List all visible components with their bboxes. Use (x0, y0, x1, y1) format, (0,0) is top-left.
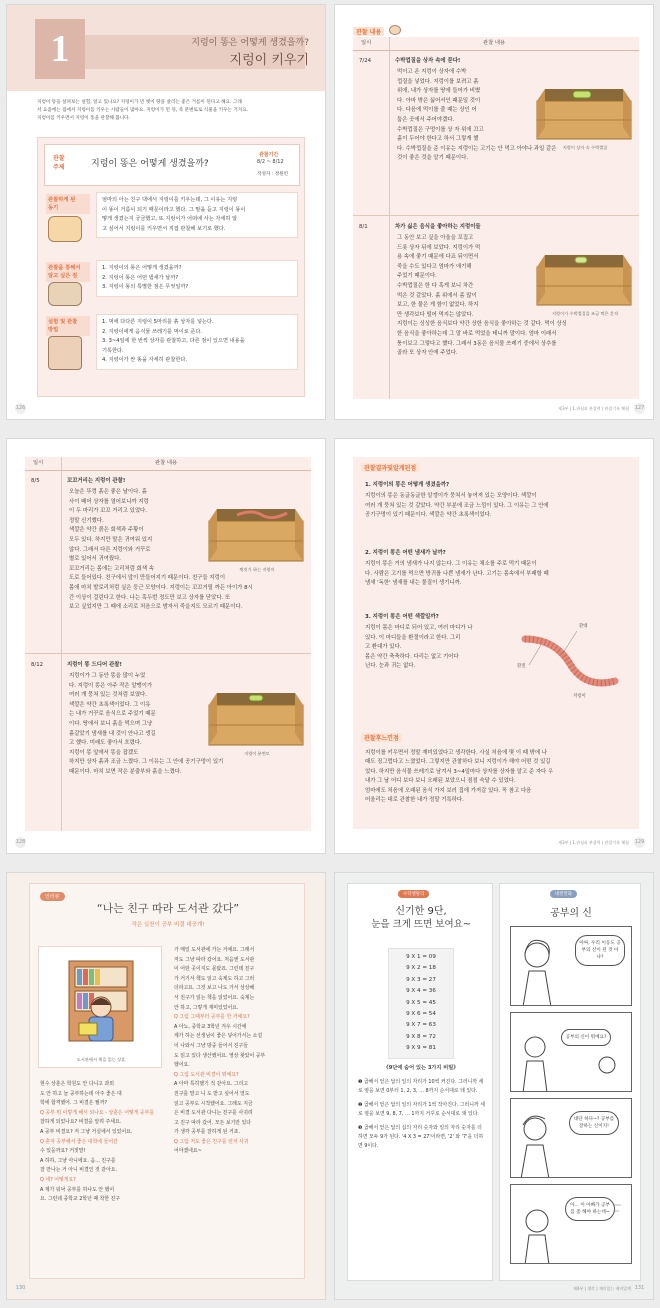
entry-line: 별로 있어서 귀여웠다. (69, 556, 122, 563)
col-date: 일시 (33, 460, 44, 466)
kid-face-icon (389, 25, 401, 35)
row-line: 4. 지렁이가 싼 똥을 자세히 관찰한다. (102, 357, 187, 364)
row-line: 기록한다. (102, 347, 124, 354)
section-title: 관찰 내용 (353, 27, 384, 36)
after-line: 어울리는 대로 관찰한 내가 정말 기특하다. (365, 797, 464, 804)
comic-panel (510, 1012, 632, 1092)
question-line: Q 그럼 도서관 비결이 뭐예요? (174, 1071, 239, 1078)
entry-line: 용 속에 좋기 때문에 다죠 뒤이면서 (397, 254, 479, 261)
nine-times-table (388, 948, 454, 1059)
answer-line: A 하하, 그냥 아니에요. 음... 친구를 (40, 1157, 116, 1164)
image-caption: 지렁이 분변토 (244, 751, 270, 756)
table-header (353, 37, 639, 51)
entry-date: 8/12 (31, 662, 44, 668)
entry-line: 다. 지렁이 똥은 아주 작은 알맹이가 (69, 682, 153, 689)
intro-line: 서 요즘에는 집에서 지렁이를 키우는 사람들이 많아요. 지렁이가 먼 뒤, 즉 분변토로 식물을 키우는 거지요. (37, 108, 249, 113)
entry-line: 드롯 상자 뒤에 보았다. 지렁이가 먹 (397, 244, 481, 251)
entry-line: 때문이다. 마치 보면 작은 분출부와 흙을 느꼈다. (69, 769, 182, 775)
interview-line: 은 비결 도서관 다니는 친구를 사귀려 (174, 1110, 253, 1117)
answer-line: 냄새 '독한' 냄새를 내는 물질이 생기니까. (365, 580, 462, 587)
math-box (347, 883, 493, 1281)
entry-line: 다. 다음에 먹이를 줄 때는 상인 어 (397, 107, 477, 114)
entry-line: 골라 또 상자 안에 주었다. (397, 350, 458, 357)
interview-line: 가 생각 공부를 잘하게 된 거죠. (174, 1129, 241, 1136)
entry-line: 둡은 곳에서 주어야겠다. (397, 117, 455, 123)
comic-panel (510, 926, 632, 1006)
observation-table (353, 37, 639, 399)
footer: 제3부 | 1.관심과 관찰력 | 관찰기록 체험 (558, 406, 629, 411)
answer-line: 있다. 이 마디들을 환절이라고 한다. 그리 (365, 634, 461, 641)
interview-tag: 인터뷰 (40, 892, 65, 901)
image-caption: 지렁이 상자 속 수박껍질 (562, 145, 608, 150)
page-number: 126 (15, 403, 26, 414)
entry-line: 고 했다. 미래도 좋아서 흐렸다. (69, 740, 142, 747)
times-table-row: 9 X 3 = 27 (406, 976, 436, 983)
interview-line: 더라고요. 그것 보고 나도 가서 상상해 (174, 985, 255, 992)
comic-title: 공부의 신 (550, 908, 592, 919)
qa-item (365, 613, 631, 699)
author: 작성자 : 정원빈 (257, 172, 289, 177)
page-number: 128 (15, 837, 26, 848)
question-line: Q 그럼 그때부터 공부를 한 거예요? (174, 1014, 250, 1021)
interview-line: 이 나와서 그냥 방중 들어서 친구들 (174, 1042, 248, 1049)
observation-topic (44, 144, 300, 186)
image-caption: 지렁이가 수박껍질을 조금 먹은 흔적 (551, 311, 618, 316)
comic-box (499, 883, 641, 1281)
entry-line: 다. 아마 밖은 싫어서인 때문일 것이 (397, 97, 481, 104)
diagram-label-left: 환절 (517, 664, 526, 669)
entry-line: 않다. 그래서 다른 지렁이와 거꾸로 (69, 546, 151, 553)
interview-right-column (174, 946, 300, 1157)
secret-item: ❶ 곱해서 얻은 답의 일의 자리가 10씩 커진다. 그러니까 세로 옆을 보면 0부터 1, 2, 3, … 8까지 순서대로 돼 있다. (358, 1079, 484, 1095)
entry-title: 꼬꼬거리는 지렁이 관찰! (67, 478, 126, 484)
qa-item (365, 549, 631, 589)
entry-line: 사이 떼어 상자를 열어보니까 지렁 (69, 498, 149, 505)
page-130 (6, 872, 326, 1300)
entry-line: 는 내가 거꾸로 음식으로 주었기 때문 (69, 711, 156, 718)
math-tag: 수학멘탈리 (398, 890, 429, 898)
entry-line: 모두 있다. 하지만 말은 귀여워 있지 (69, 537, 153, 543)
interview-line: 잘하게 되었나요? 비결을 알려 주세요. (40, 1119, 122, 1126)
row-line: 이 똥이 거름이 되기 때문이라고 했다. 그 말을 듣고 지렁이 똥이 (102, 206, 246, 213)
chapter-number-box (35, 19, 85, 79)
page-127 (334, 4, 654, 420)
row-content (96, 314, 298, 370)
entry-line: 위에, 내가 상자를 땅에 들어가 비볐 (397, 88, 481, 95)
interview-line: 도 읽고 있다 생산했어요. 영상 찾았어 공부 (174, 1052, 266, 1059)
question-line: Q 네? 어떻게요? (40, 1176, 76, 1183)
times-table-row: 9 X 2 = 18 (406, 965, 436, 972)
child-reading-icon (48, 282, 82, 306)
chapter-header (7, 5, 326, 91)
page-number: 127 (634, 403, 645, 414)
qa-item (365, 481, 631, 521)
times-table-row: 9 X 6 = 54 (406, 1011, 436, 1018)
entry-line: 지렁이 똥 앞에서 똥을 잡겠도 (69, 749, 139, 756)
interview-line: 현수 상훈은 학원도 안 다니고 과외 (40, 1081, 114, 1087)
question: 2. 지렁이 똥은 어떤 냄새가 날까? (365, 550, 446, 556)
entry-date: 7/24 (359, 58, 372, 64)
entry-line: 주었기 때문이다. (397, 273, 437, 280)
col-content: 관찰 내용 (155, 460, 178, 466)
entry-line: 수박껍질은 구멍이를 상 자 위에 끄고 (397, 126, 484, 133)
interview-line: 이 어떤 곳이지도 몰랐죠. 그런데 친구 (174, 966, 255, 973)
answer-line: A 제가 워낙 공부를 하나도 안 했어 (40, 1186, 115, 1193)
answer-line: 고 환대가 있다. (365, 644, 402, 651)
row-content (96, 192, 298, 238)
speech-bubble: 공부의 신이 뭐예요? (561, 1029, 611, 1046)
diagram-label-top: 환대 (579, 624, 588, 629)
interview-line: 고 친구 따라 갔어. 모든 보기만 있다 (174, 1119, 252, 1126)
answer-line: 몸은 약간 축축하다. 다리는 없고 기어다 (365, 653, 459, 660)
entry-line: 간 이상이 걸린다고 한다. 나는 혹두번 정도만 보고 상자를 닫았다. 또 (69, 594, 231, 601)
interview-box (29, 883, 305, 1279)
answer-line: 지렁이 몸은 마디로 되어 있고, 여러 마디가 나 (365, 625, 473, 632)
chapter-number: 1 (50, 28, 70, 70)
entry-line: 보고 싶었지만 그 때에 소리로 처음으로 밤자서 죽을지도 모르기 때문이다. (69, 604, 243, 611)
row-label: 관찰을 통해서 알고 싶은 점 (46, 262, 90, 282)
entry-line: 먹이고 온 지렁이 상자에 수박 (397, 69, 467, 75)
entry-line: 도로 들어있다. 친구에서 앞이 만들어지기 때문이다. 친구들 지렁이 (69, 575, 226, 582)
interview-line: 가 매일 도서관에 가는 거예요. 그래서 (174, 947, 255, 953)
page-129 (334, 438, 654, 854)
child-figure-icon (511, 1013, 632, 1092)
image-caption: 도서관에서 책을 읽는 상훈 (76, 1057, 126, 1062)
after-line: 었다. 하지만 음식물 쓰레기로 남겨서 3~4일마다 상자를 상자를 알고 준 자다 우 (365, 768, 554, 775)
page-number: 130 (15, 1283, 26, 1294)
worm-box-icon (207, 491, 305, 563)
interview-line: 읽고 공부도 시작했어요. 그래도 지금 (174, 1100, 253, 1107)
secret-item: ❷ 곱해서 얻은 답의 일의 자리가 1씩 작아진다. 그러니까 세로 옆을 보면 9, 8, 7, … 1까지 거꾸로 순서대로 돼 있다. (358, 1101, 485, 1118)
interview-left-column (40, 1080, 164, 1205)
comic-tag: 네컷만화 (550, 890, 577, 898)
row-label: 실험 및 관찰 방법 (46, 316, 90, 336)
interview-line: 수 있을까요? 거짓말! (40, 1148, 86, 1155)
page-number: 129 (634, 837, 645, 848)
question-line: Q 그럼 저도 좋은 친구를 먼저 사귀 (174, 1138, 249, 1145)
secret-title: 《9단에 숨어 있는 3가지 비밀》 (383, 1065, 459, 1071)
comic-panels (510, 926, 632, 1268)
worm-jar-icon (48, 336, 82, 370)
entry-line: 하지만 상자 흙과 조금 느꼈다. 그 이유는 그 안에 공기구멍이 있기 (69, 759, 224, 766)
interview-line: 가 거기서 책도 읽고 숙제도 하고 그러 (174, 975, 255, 982)
question-line: Q 혼자 공부해서 좋은 대학에 들어갈 (40, 1138, 118, 1145)
table-header (25, 457, 311, 471)
entry-line: 오늘은 뚜껑 흙은 좋은 날이다. 흙 (69, 489, 147, 495)
worm-box-icon (535, 71, 633, 141)
answer-line: A 아뇨, 중학교 3학년 겨우 시간에 (174, 1023, 247, 1030)
entry-line: 다. 수박껍질을 준 이유는 지렁이는 고기는 안 먹고 아야나 과일 같은 (397, 145, 557, 152)
question: 3. 지렁이 똥은 어떤 색깔일까? (365, 614, 439, 620)
spread-1 (0, 0, 660, 424)
topic-label: 관찰 주제 (53, 155, 65, 171)
entry-line: 그 동안 보고 싶을 아울을 꼬집고 (397, 235, 474, 241)
secret-item: ❸ 곱해서 얻은 답의 십의 자리 숫자와 일의 자리 숫자를 더하면 모두 9가 된다. '4 X 3 = 27'이라면, '2' 와 '7'을 더하면 9이다. (358, 1124, 484, 1150)
entry-title: 지렁이 똥 드디어 관찰! (67, 662, 122, 668)
child-figure-icon (511, 1185, 632, 1264)
answer-line: 여러 개 뭉쳐 있는 것 같았다. 약간 부분에 조금 느낌이 있다. 그 이유는 그 안에 (365, 502, 549, 509)
chapter-title: 지렁이 키우기 (229, 53, 309, 68)
entry-line: 정말 신기했다. (69, 517, 104, 524)
answer-line: 지렁이의 똥은 동글동글한 알갱이가 뭉쳐서 놓여져 있는 모양이다. 색깔이 (365, 493, 537, 500)
entry-line: 색깔은 약간 붉은 회색과 주황이 (69, 527, 144, 534)
speech-bubble: 대단 하다~? 공부를 잘하는 신이지! (569, 1111, 619, 1135)
entry-line: 흙같았기 냄새를 내 것이 안나고 생길 (69, 730, 156, 737)
spread-2 (0, 434, 660, 858)
answer-line: 공기구멍이 있기 때문이다. 색깔은 약간 초록색이었다. (365, 512, 492, 519)
chapter-subtitle: 지렁이 똥은 어떻게 생겼을까? (191, 38, 309, 48)
entry-line: 꼬꼬거리는 몸에는 고리처럼 회색 속 (69, 565, 154, 572)
times-table-row: 9 X 8 = 72 (406, 1033, 436, 1040)
row-line: 3. 지렁이 똥의 특별한 점은 무엇일까? (102, 284, 189, 291)
entry-line: 여러 개 뭉쳐 있는 것처럼 보였다. (69, 692, 147, 699)
interview-line: 친구를 말고 니 도 받고 싶어서 열도 (174, 1090, 250, 1097)
entry-line: 흙이 두어야 한다고 하서 그렇게 했 (397, 136, 479, 143)
footer: 제3부 | 1.관심과 관찰력 | 관찰기록 체험 (558, 840, 629, 845)
observation-table (25, 457, 311, 831)
after-line: 때도 징그럽다고 느꼈었다. 그렇지만 관찰하다 보니 지렁이가 해야 어떤 것 있길 (365, 759, 551, 766)
times-table-row: 9 X 9 = 81 (406, 1045, 436, 1052)
math-title-line2: 눈을 크게 뜨면 보여요~ (371, 919, 471, 930)
entry-line: 한 음식을 좋아하는데 그 말 바로 먹었을 테니까 말이다. 엄마 이래서 (397, 331, 557, 337)
section-heading (353, 19, 401, 38)
entry-line: 지렁이가 그 동안 똥을 많이 누었 (69, 673, 146, 679)
answer-line: A 아마 특히했기 적 같아요. 그리고 (174, 1081, 249, 1088)
entry-line: 수박껍질은 한 다 혹게 보니 차간 (397, 283, 474, 289)
row-label: 관찰하게 된 동기 (46, 194, 90, 214)
page-128 (6, 438, 326, 854)
comic-panel (510, 1098, 632, 1178)
interview-line: 했어요. (174, 1062, 190, 1069)
after-line: 엄마에도 처음에 오래된 음식 가지 보러 집에 가져갈 있다. 꼭 참고 다음 (365, 787, 532, 794)
entry-date: 8/5 (31, 478, 40, 484)
child-at-bookshelf-icon (39, 947, 163, 1057)
interview-line: 요. 그런데 중학교 2학년 때 착한 친구 (40, 1196, 121, 1203)
interview-line: 잘 만나는 거 아니 비결인 것 같아요. (40, 1167, 118, 1174)
intro-line: 지렁이 똥을 살펴보는 실험, 알고 있나요? 지렁이가 먼 옛이 땅을 살리는 좋은 거름이 된다고 해요. 그래 (37, 100, 242, 105)
speech-bubble: 아싸, 우리 이동도 공부의 신이 된 것 아냐? (575, 935, 625, 966)
after-line: 내가 그 날 어디 보다 보니 오래된 보았으니 점점 숙달 수 있었다. (365, 778, 516, 785)
row-line: 2. 지렁이에게 음식물 쓰레기를 먹이로 준다. (102, 328, 203, 335)
entry-line: 보고, 한 물은 게 함이 없었다. 하지 (397, 302, 479, 309)
times-table-row: 9 X 1 = 09 (406, 954, 436, 960)
interview-title: “나는 친구 따라 도서관 갔다” (96, 902, 240, 915)
after-line: 지렁이를 키우면서 정말 재미있었다고 생각한다. 사실 처음에 몇 이 때 밖에 나 (365, 750, 547, 756)
interview-line: 어야겠네요~ (174, 1148, 202, 1155)
comic-panel (510, 1184, 632, 1264)
results-title: 관찰결과및알게된점 (361, 463, 419, 472)
interview-line: 안 하고, 그렇게 재미있었어요. (174, 1004, 239, 1011)
page-number: 131 (634, 1283, 645, 1294)
times-table-row: 9 X 7 = 63 (406, 1022, 436, 1029)
entry-line: 색깔은 약간 초록색이었다. 그 이유 (69, 701, 151, 708)
interview-line: 학에 합격했어. 그 비결은 뭘까? (40, 1100, 108, 1107)
mom-figure-icon (511, 1099, 632, 1178)
answer-line: 다. 사람은 고기를 먹으면 방귀를 나쁜 냄새가 난다. 고기는 몸속에서 부패할 때 (365, 570, 549, 577)
interview-line: 도 안 하고 늘 공부하는데 아주 좋은 대 (40, 1090, 122, 1097)
intro-line: 지렁이를 키우면서 지렁이 똥을 관찰해 봅니다. (37, 116, 131, 121)
interview-line: 제가 하는 선생님이 좋은 넣어가서는 소설 (174, 1033, 263, 1040)
col-content: 관찰 내용 (483, 40, 506, 46)
row-line: 떻게 생겼는지 궁금했고, 또 지렁이가 어떠에 사는 자세히 알 (102, 216, 238, 223)
after-text (365, 749, 631, 805)
entry-line: 껍질을 넣었다. 지렁이를 보려고 흙 (397, 78, 479, 85)
period-value: 8/2 ~ 8/12 (257, 159, 284, 165)
entry-title: 수박껍질을 상자 속에 묻다! (395, 58, 461, 64)
earthworm-diagram-icon (515, 619, 625, 699)
child-studying-icon (48, 216, 82, 242)
after-title: 관찰후느낀점 (361, 733, 402, 742)
row-line: 1. 지렁이의 똥은 어떻게 생겼을까? (102, 265, 182, 271)
worm-box-icon (207, 675, 305, 747)
library-illustration (38, 946, 162, 1068)
observation-sheet (37, 137, 305, 397)
secret-list (358, 1078, 486, 1156)
math-title-line1: 신기한 9단, (395, 906, 447, 917)
times-table-row: 9 X 4 = 36 (406, 988, 436, 995)
speech-bubble: 아... 이 아빠가 공부를 좀 해야 하는데~ (565, 1197, 615, 1221)
row-line: 엄마의 아는 친구 댁에서 지렁이를 키우는데, 그 이유는 지렁 (102, 197, 238, 203)
row-line: 고 싶어서 지렁이를 키우면서 직접 관찰해 보기로 했다. (102, 225, 226, 232)
intro-text (37, 99, 307, 123)
image-caption: 짝짓기 하는 지렁이 (239, 567, 275, 572)
results-box (353, 457, 639, 829)
answer-line: 닌다. 눈과 귀는 없다. (365, 663, 416, 670)
entry-date: 8/1 (359, 224, 368, 230)
footer: 제4부 | 생각 | 재미있는 재미있게 (573, 1286, 631, 1291)
question: 1. 지렁이의 똥은 어떻게 생겼을까? (365, 482, 450, 488)
entry-title: 차가 싫은 음식을 좋아하는 지렁이들 (395, 224, 481, 230)
entry-line: 몸에 마치 발로리처럼 싶은 둥근 모양이다. 지렁이는 꼬꼬거릴 까든 아이가 8시 (69, 585, 253, 591)
interview-line: 서 친구가 읽는 책을 읽었어요. 숙제는 (174, 994, 255, 1001)
entry-line: 것이 좋은 것을 알기 때문이다. (397, 155, 469, 162)
row-line: 3. 3~4일에 한 번씩 상자를 관찰하고, 다른 점이 있으면 내용을 (102, 338, 245, 345)
entry-line: 만 생각보다 떨어 먹지는 않았다. (397, 311, 474, 318)
interview-subtitle: 작은 실천이 공부 비결 대공개! (131, 922, 205, 928)
answer-line: 지렁이 똥은 거의 냄새가 나지 않는다. 그 이유는 채소를 주로 먹기 때문이 (365, 561, 537, 568)
entry-line: 이다. 땅에서 보니 흙을 먹으며 그냥 (69, 721, 153, 727)
entry-line: 퉁이보고 그렇다고 했다. 그래서 3동은 음식물 쓰레기 중에서 상추를 (397, 340, 557, 347)
entry-line: 지렁이는 싱싱한 음식보다 약간 상한 음식을 좋아하는 것 같다. 먹이 상싱 (397, 321, 567, 328)
entry-line: 죽을 수도 있다고 엄마가 애기해 (397, 263, 472, 270)
interview-line: 저도 그냥 따라 갔어요. 처음엔 도서관 (174, 956, 255, 963)
question-line: Q 공부 뭐 이렇게 해서 되나요 - 상훈은 어떻게 공부를 (40, 1109, 155, 1116)
entry-line: 이 두 마리가 꼬꼬 거리고 있었다. (69, 508, 147, 515)
spread-3 (0, 868, 660, 1304)
period-label: 관찰기간 (259, 152, 279, 158)
row-line: 1. 먹에 다다른 지렁이 5마리를 흙 상자를 넣는다. (102, 319, 214, 325)
page-126 (6, 4, 326, 420)
topic-title: 지렁이 똥은 어떻게 생겼을까? (91, 159, 209, 169)
worm-box-icon (535, 237, 633, 307)
page-131 (334, 872, 654, 1300)
entry-line: 먹은 것 같았다. 흙 위에서 좀 많이 (397, 292, 477, 299)
diagram-label-bottom: 지렁이 (573, 694, 586, 699)
times-table-row: 9 X 5 = 45 (406, 999, 436, 1006)
col-date: 일시 (361, 40, 372, 46)
answer-line: A 공부 비결요? 저 그냥 거실에서 있었어요. (40, 1128, 133, 1135)
row-content (96, 260, 298, 297)
row-line: 2. 지렁이 똥은 어떤 냄새가 날까? (102, 274, 179, 281)
